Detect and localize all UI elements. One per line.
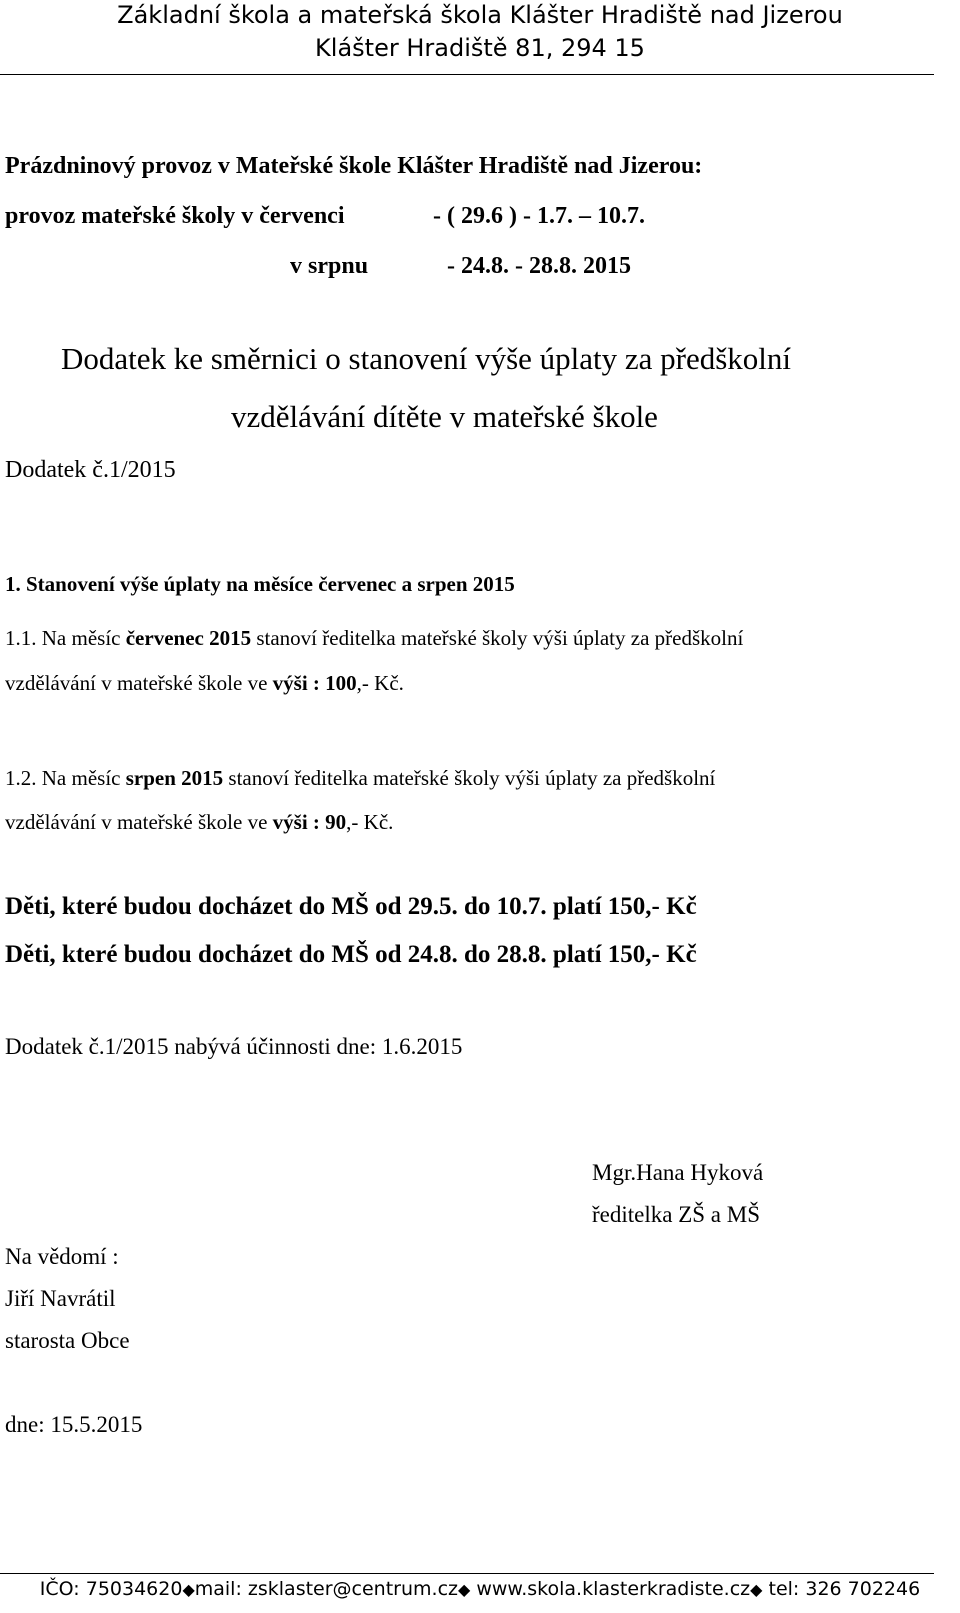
effective-date: Dodatek č.1/2015 nabývá účinnosti dne: 1.6.2015 bbox=[5, 1034, 463, 1059]
july-amount: výši : 100 bbox=[272, 671, 357, 695]
intro-august-label: v srpnu bbox=[290, 253, 369, 279]
intro-july-dates: - ( 29.6 ) - 1.7. – 10.7. bbox=[433, 203, 645, 229]
acknowledged-name: Jiří Navrátil bbox=[5, 1286, 116, 1311]
document-date: dne: 15.5.2015 bbox=[5, 1412, 143, 1437]
title-line-1: Dodatek ke směrnici o stanovení výše úplaty za předškolní bbox=[61, 341, 792, 376]
footer-mail: mail: zsklaster@centrum.cz bbox=[194, 1578, 458, 1600]
july-month: červenec 2015 bbox=[125, 626, 252, 650]
paragraph-1-line-1: 1.1. Na měsíc červenec 2015 stanoví ředitelka mateřské školy výši úplaty za předškolní bbox=[5, 626, 744, 650]
paragraph-2-line-1: 1.2. Na měsíc srpen 2015 stanoví ředitelka mateřské školy výši úplaty za předškolní bbox=[5, 766, 716, 790]
august-amount: výši : 90 bbox=[272, 810, 347, 834]
acknowledged-label: Na vědomí : bbox=[5, 1244, 119, 1269]
paragraph-1-line-2: vzdělávání v mateřské škole ve výši : 100,- Kč. bbox=[5, 671, 404, 695]
footer-divider bbox=[0, 1573, 934, 1574]
signatory-name: Mgr.Hana Hyková bbox=[592, 1160, 764, 1185]
title-line-2: vzdělávání dítěte v mateřské škole bbox=[231, 399, 658, 434]
footer-ico: IČO: 75034620 bbox=[39, 1578, 183, 1600]
section-heading: 1. Stanovení výše úplaty na měsíce červenec a srpen 2015 bbox=[5, 572, 515, 596]
diamond-icon: ◆ bbox=[182, 1580, 195, 1599]
footer-web: www.skola.klasterkradiste.cz bbox=[470, 1578, 751, 1600]
header-divider bbox=[0, 74, 934, 75]
august-month: srpen 2015 bbox=[125, 766, 224, 790]
acknowledged-role: starosta Obce bbox=[5, 1328, 130, 1353]
note-line-1: Děti, které budou docházet do MŠ od 29.5. do 10.7. platí 150,- Kč bbox=[5, 893, 697, 920]
paragraph-2-line-2: vzdělávání v mateřské škole ve výši : 90,- Kč. bbox=[5, 810, 394, 834]
intro-july-label: provoz mateřské školy v červenci bbox=[5, 203, 345, 229]
diamond-icon: ◆ bbox=[458, 1580, 471, 1599]
footer-contact bbox=[0, 1578, 960, 1600]
intro-august-dates: - 24.8. - 28.8. 2015 bbox=[447, 253, 631, 279]
diamond-icon: ◆ bbox=[750, 1580, 763, 1599]
note-line-2: Děti, které budou docházet do MŠ od 24.8. do 28.8. platí 150,- Kč bbox=[5, 941, 697, 968]
school-name: Základní škola a mateřská škola Klášter Hradiště nad Jizerou bbox=[117, 1, 843, 29]
addendum-number: Dodatek č.1/2015 bbox=[5, 457, 176, 483]
footer-tel: tel: 326 702246 bbox=[762, 1578, 921, 1600]
intro-line-1: Prázdninový provoz v Mateřské škole Klášter Hradiště nad Jizerou: bbox=[5, 153, 703, 179]
school-address: Klášter Hradiště 81, 294 15 bbox=[315, 34, 645, 62]
signatory-role: ředitelka ZŠ a MŠ bbox=[592, 1202, 760, 1227]
